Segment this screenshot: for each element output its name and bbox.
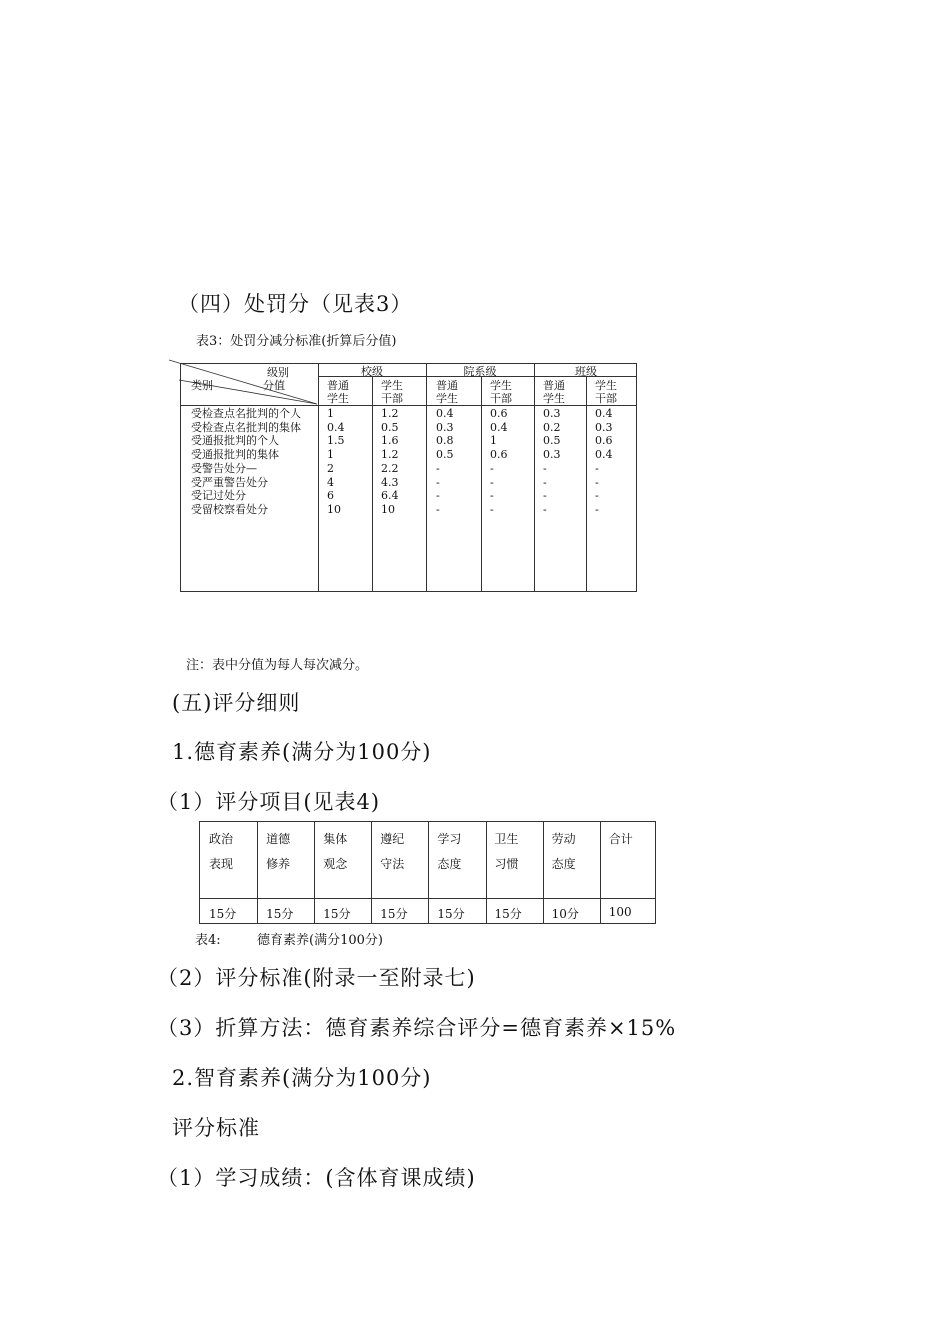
- penalty-value: 2.2: [381, 461, 399, 475]
- penalty-value: 0.5: [543, 434, 561, 448]
- intellect-item-title: 2.智育素养(满分为100分): [172, 1066, 432, 1090]
- subheader-cell: 学生: [595, 379, 617, 392]
- penalty-value: 0.4: [436, 407, 454, 420]
- table3-note: 注：表中分值为每人每次减分。: [186, 658, 369, 673]
- table4-header-cell: 遵纪: [380, 832, 405, 846]
- subheader-cell: 干部: [381, 392, 403, 405]
- table4-score-cell: 10分: [551, 907, 579, 921]
- table4-caption-label: 表4:: [195, 933, 221, 948]
- row-label: 受留校察看处分: [191, 502, 268, 516]
- penalty-value: -: [543, 489, 547, 503]
- scoring-standard-line: （2）评分标准(附录一至附录七): [157, 966, 476, 990]
- table4-header-cell: 政治: [209, 832, 234, 846]
- row-label: 受警告处分—: [191, 461, 257, 475]
- penalty-value: 10: [327, 502, 341, 516]
- group-header-school: 校级: [361, 365, 383, 378]
- penalty-value: 6.4: [381, 489, 399, 503]
- penalty-value: 1.5: [327, 434, 345, 448]
- table4-header-cell: 习惯: [494, 857, 519, 871]
- penalty-value: 2: [327, 461, 334, 475]
- table4-header-cell: 劳动: [551, 832, 576, 846]
- penalty-value: -: [490, 461, 494, 475]
- penalty-value: 0.6: [490, 448, 508, 462]
- table4-score-cell: 100: [608, 905, 632, 919]
- penalty-value: 1: [490, 434, 497, 448]
- penalty-value: -: [543, 475, 547, 489]
- penalty-value: -: [595, 461, 599, 475]
- penalty-value: 0.3: [543, 448, 561, 462]
- penalty-value: 10: [381, 502, 395, 516]
- penalty-value: 0.6: [490, 407, 508, 420]
- penalty-value: 4.3: [381, 475, 399, 489]
- moral-score-table: [199, 821, 656, 924]
- conversion-method-line: （3）折算方法：德育素养综合评分=德育素养×15%: [157, 1016, 677, 1040]
- subheader-cell: 学生: [327, 392, 349, 405]
- subheader-cell: 干部: [490, 392, 512, 405]
- subheader-cell: 学生: [436, 392, 458, 405]
- penalty-value: -: [543, 461, 547, 475]
- corner-score: 分值: [263, 379, 285, 392]
- moral-item-title: 1.德育素养(满分为100分): [172, 740, 432, 764]
- table4-header-cell: 观念: [323, 857, 348, 871]
- table4-score-cell: 15分: [437, 907, 465, 921]
- subheader-cell: 普通: [436, 379, 458, 392]
- section-heading-scoring: (五)评分细则: [172, 691, 301, 715]
- penalty-value: -: [490, 502, 494, 516]
- penalty-value: 0.3: [543, 407, 561, 420]
- penalty-value: -: [436, 461, 440, 475]
- penalty-value: 1.6: [381, 434, 399, 448]
- table4-header-cell: 修养: [266, 857, 291, 871]
- penalty-value: 0.3: [595, 420, 613, 434]
- table4-header-cell: 合计: [608, 832, 633, 846]
- table3-caption: 表3：处罚分减分标准(折算后分值): [196, 334, 397, 349]
- subheader-cell: 干部: [595, 392, 617, 405]
- subheader-cell: 学生: [543, 392, 565, 405]
- row-label: 受检查点名批判的集体: [191, 420, 301, 434]
- row-label: 受通报批判的集体: [191, 448, 279, 462]
- table4-header-cell: 态度: [551, 857, 576, 871]
- row-label: 受通报批判的个人: [191, 434, 279, 448]
- penalty-value: 0.2: [543, 420, 561, 434]
- penalty-value: 0.5: [436, 448, 454, 462]
- table4-score-cell: 15分: [494, 907, 522, 921]
- penalty-value: -: [595, 502, 599, 516]
- table4-score-cell: 15分: [266, 907, 294, 921]
- table4-header-cell: 道德: [266, 832, 291, 846]
- table4-header-cell: 守法: [380, 857, 405, 871]
- corner-category: 类别: [191, 379, 213, 392]
- table4-score-cell: 15分: [209, 907, 237, 921]
- section-heading-penalty: （四）处罚分（见表3）: [178, 292, 413, 316]
- table4-header-cell: 集体: [323, 832, 348, 846]
- scoring-items-line: （1）评分项目(见表4): [157, 790, 381, 814]
- table4-header-cell: 表现: [209, 857, 234, 871]
- table4-caption-text: 德育素养(满分100分): [257, 933, 383, 948]
- penalty-value: 0.4: [595, 448, 613, 462]
- group-header-department: 院系级: [463, 365, 497, 378]
- academic-results-line: （1）学习成绩：(含体育课成绩): [157, 1166, 476, 1190]
- subheader-cell: 学生: [381, 379, 403, 392]
- penalty-value: -: [436, 502, 440, 516]
- penalty-value: 0.4: [490, 420, 508, 434]
- table4-header-cell: 学习: [437, 832, 462, 846]
- penalty-value: 0.3: [436, 420, 454, 434]
- criteria-heading: 评分标准: [172, 1116, 260, 1140]
- penalty-value: -: [436, 489, 440, 503]
- penalty-value: 0.4: [595, 407, 613, 420]
- subheader-cell: 学生: [490, 379, 512, 392]
- corner-level: 级别: [267, 366, 289, 379]
- subheader-cell: 普通: [327, 379, 349, 392]
- row-label: 受检查点名批判的个人: [191, 407, 301, 420]
- penalty-value: 0.4: [327, 420, 345, 434]
- penalty-value: -: [543, 502, 547, 516]
- penalty-value: -: [436, 475, 440, 489]
- row-label: 受严重警告处分: [191, 475, 268, 489]
- row-label: 受记过处分: [191, 489, 246, 503]
- penalty-value: 0.6: [595, 434, 613, 448]
- penalty-value: 1.2: [381, 448, 399, 462]
- group-header-class: 班级: [575, 365, 597, 378]
- penalty-value: 1.2: [381, 407, 399, 420]
- table4-score-cell: 15分: [323, 907, 351, 921]
- penalty-value: 0.8: [436, 434, 454, 448]
- subheader-cell: 普通: [543, 379, 565, 392]
- penalty-value: -: [490, 475, 494, 489]
- penalty-value: 6: [327, 489, 334, 503]
- penalty-value: -: [595, 475, 599, 489]
- table4-header-cell: 态度: [437, 857, 462, 871]
- penalty-value: -: [490, 489, 494, 503]
- penalty-value: 4: [327, 475, 334, 489]
- penalty-value: 1: [327, 407, 334, 420]
- penalty-value: -: [595, 489, 599, 503]
- table4-header-cell: 卫生: [494, 832, 519, 846]
- table4-score-cell: 15分: [380, 907, 408, 921]
- penalty-table: [180, 363, 637, 592]
- penalty-value: 0.5: [381, 420, 399, 434]
- penalty-value: 1: [327, 448, 334, 462]
